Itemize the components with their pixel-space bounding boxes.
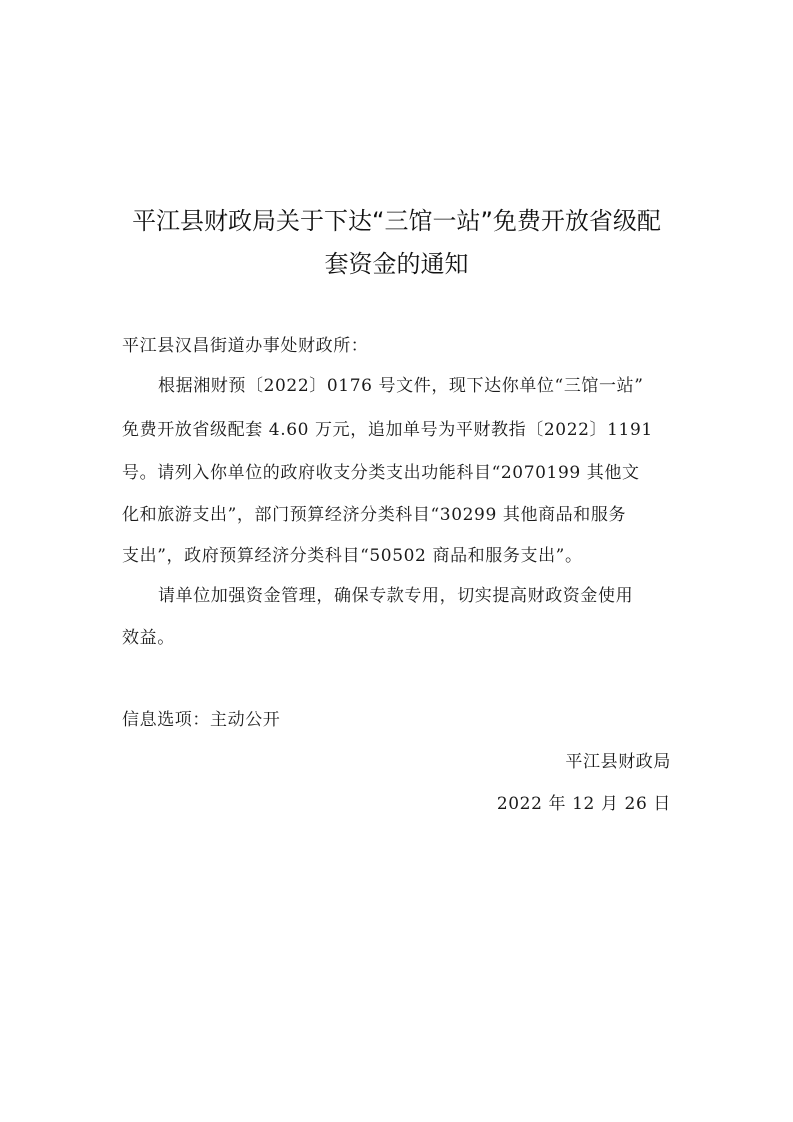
recipient-line: 平江县汉昌街道办事处财政所： [122,336,369,356]
document-title-line-1: 平江县财政局关于下达“三馆一站”免费开放省级配 [132,207,661,235]
body-paragraph-2-line-2: 效益。 [122,628,175,648]
info-option-line: 信息选项：主动公开 [122,710,281,730]
body-paragraph-1-line-4: 化和旅游支出”，部门预算经济分类科目“30299 其他商品和服务 [122,505,627,525]
issue-date: 2022 年 12 月 26 日 [496,794,671,814]
body-paragraph-1-line-2: 免费开放省级配套 4.60 万元，追加单号为平财教指〔2022〕1191 [122,420,653,440]
document-title-line-2: 套资金的通知 [324,250,469,278]
body-paragraph-1-line-3: 号。请列入你单位的政府收支分类支出功能科目“2070199 其他文 [122,463,640,483]
body-paragraph-1-line-5: 支出”，政府预算经济分类科目“50502 商品和服务支出”。 [122,546,583,566]
issuer-name: 平江县财政局 [565,752,671,772]
body-paragraph-1-line-1: 根据湘财预〔2022〕0176 号文件，现下达你单位“三馆一站” [158,376,644,396]
body-paragraph-2-line-1: 请单位加强资金管理，确保专款专用，切实提高财政资金使用 [158,586,634,606]
